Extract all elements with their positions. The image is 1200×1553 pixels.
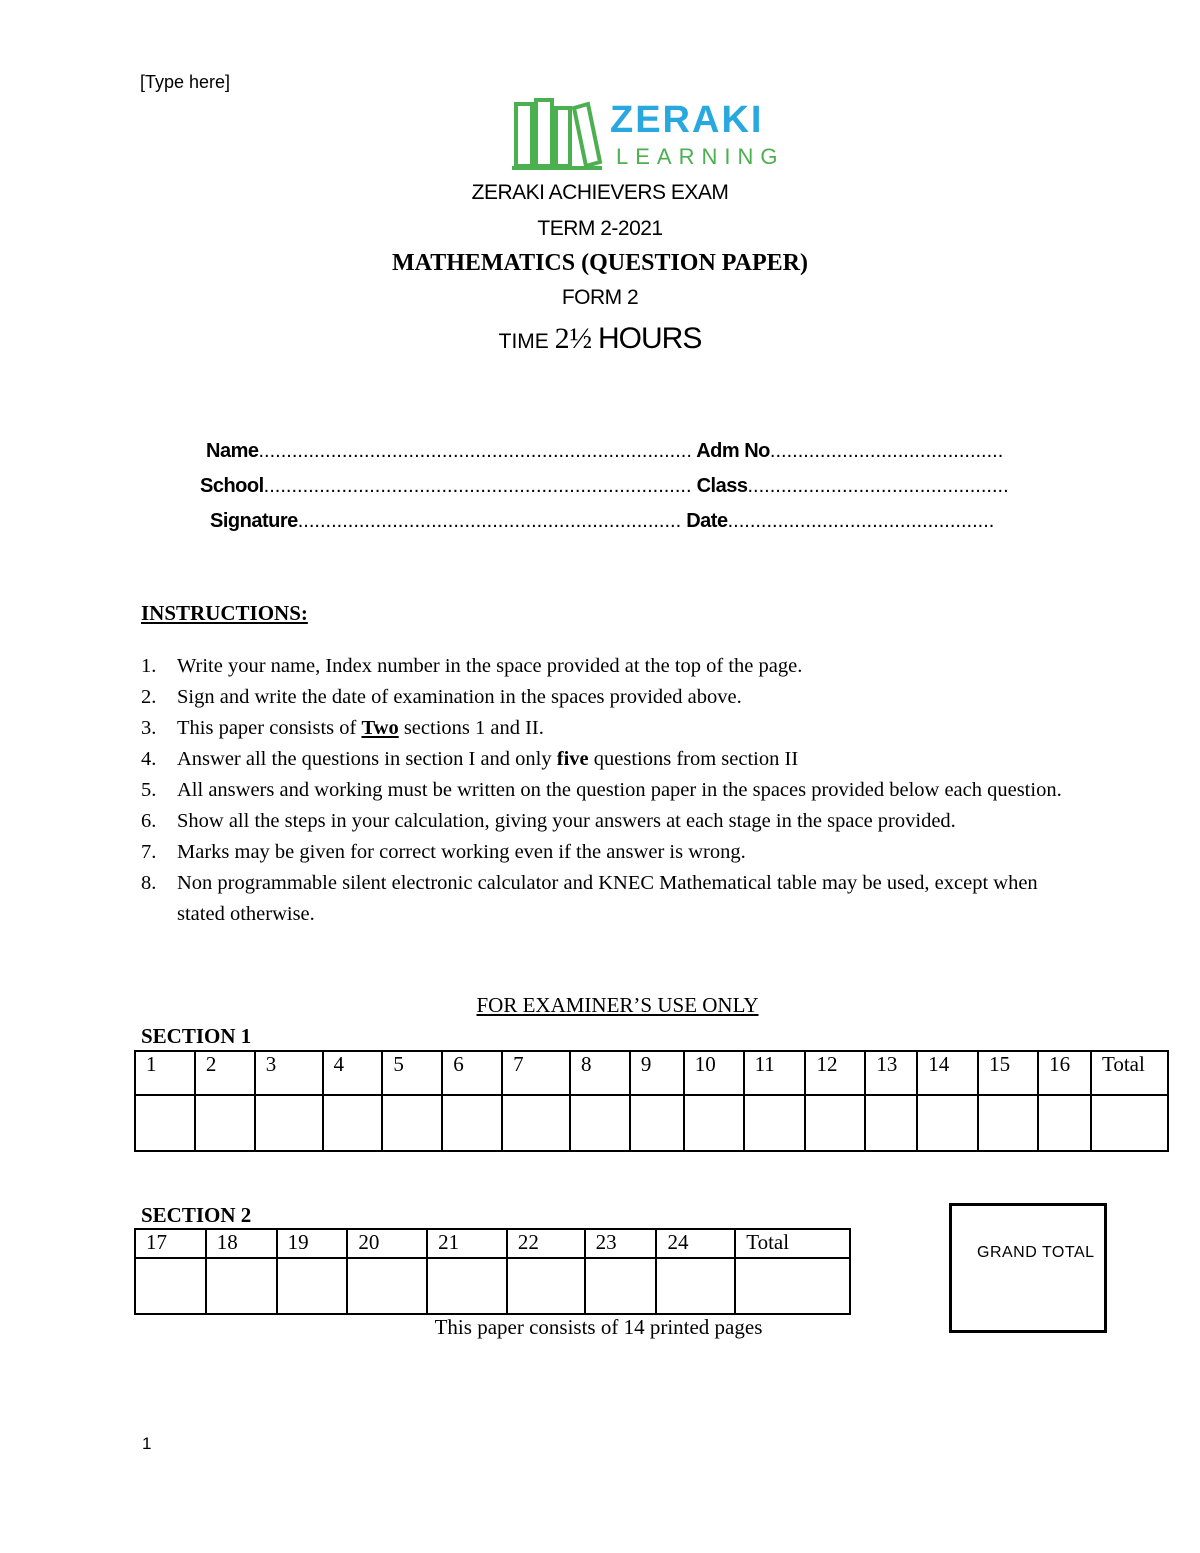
instruction-item bbox=[141, 806, 1071, 837]
score-entry-cell[interactable] bbox=[382, 1095, 442, 1151]
score-entry-cell[interactable] bbox=[1038, 1095, 1091, 1151]
grand-total-label: GRAND TOTAL bbox=[977, 1244, 1095, 1261]
score-header-cell: 22 bbox=[507, 1229, 585, 1258]
instruction-item bbox=[141, 682, 1071, 713]
section2-label: SECTION 2 bbox=[141, 1203, 252, 1227]
instruction-number: 5. bbox=[141, 779, 157, 801]
score-header-cell: 12 bbox=[805, 1051, 865, 1095]
section1-label: SECTION 1 bbox=[141, 1024, 252, 1048]
adm-label: Adm No bbox=[696, 440, 770, 462]
examiner-title: FOR EXAMINER’S USE ONLY bbox=[476, 993, 759, 1017]
score-entry-cell[interactable] bbox=[135, 1095, 195, 1151]
page-number: 1 bbox=[142, 1434, 152, 1453]
grand-total-box[interactable] bbox=[949, 1203, 1107, 1333]
score-header-cell: Total bbox=[1091, 1051, 1168, 1095]
score-entry-cell[interactable] bbox=[277, 1258, 348, 1314]
exam-time bbox=[0, 322, 1200, 356]
instruction-item bbox=[141, 775, 1071, 806]
score-entry-cell[interactable] bbox=[206, 1258, 277, 1314]
signature-date-row bbox=[210, 510, 994, 533]
school-field[interactable]: ............................................................................. bbox=[263, 475, 692, 497]
score-entry-cell[interactable] bbox=[684, 1095, 744, 1151]
score-header-cell: 11 bbox=[744, 1051, 806, 1095]
score-entry-cell[interactable] bbox=[630, 1095, 684, 1151]
score-entry-cell[interactable] bbox=[978, 1095, 1038, 1151]
score-entry-cell[interactable] bbox=[656, 1258, 735, 1314]
logo-tagline: LEARNING bbox=[616, 144, 785, 169]
time-value: 2½ bbox=[554, 322, 593, 355]
instruction-item bbox=[141, 837, 1071, 868]
instructions-list bbox=[141, 651, 1071, 930]
instruction-number: 6. bbox=[141, 810, 157, 832]
class-label: Class bbox=[696, 475, 748, 497]
instruction-text: All answers and working must be written on the question paper in the spaces provided below each question. bbox=[177, 779, 1062, 801]
instruction-text: Answer all the questions in section I and only bbox=[177, 748, 557, 770]
instruction-text: This paper consists of bbox=[177, 717, 362, 739]
exam-title: ZERAKI ACHIEVERS EXAM bbox=[471, 181, 729, 204]
school-class-row bbox=[200, 475, 1009, 498]
score-entry-cell[interactable] bbox=[585, 1258, 657, 1314]
score-header-cell: 24 bbox=[656, 1229, 735, 1258]
score-header-cell: 1 bbox=[135, 1051, 195, 1095]
instruction-text: Sign and write the date of examination in the spaces provided above. bbox=[177, 686, 742, 708]
score-header-cell: 17 bbox=[135, 1229, 206, 1258]
score-entry-cell[interactable] bbox=[323, 1095, 383, 1151]
score-entry-cell[interactable] bbox=[195, 1095, 255, 1151]
score-header-cell: 15 bbox=[978, 1051, 1038, 1095]
adm-field[interactable]: .......................................... bbox=[769, 440, 1004, 462]
score-header-cell: 21 bbox=[427, 1229, 507, 1258]
instruction-text: Non programmable silent electronic calculator and KNEC Mathematical table may be used, except when stated otherwise. bbox=[177, 872, 1038, 925]
score-entry-cell[interactable] bbox=[135, 1258, 206, 1314]
instruction-text: sections 1 and II. bbox=[398, 717, 544, 739]
score-entry-cell[interactable] bbox=[570, 1095, 630, 1151]
score-entry-cell[interactable] bbox=[865, 1095, 917, 1151]
instruction-text: questions from section II bbox=[588, 748, 799, 770]
date-label: Date bbox=[686, 510, 728, 532]
score-header-cell: 19 bbox=[277, 1229, 348, 1258]
score-header-cell: 5 bbox=[382, 1051, 442, 1095]
score-entry-cell[interactable] bbox=[502, 1095, 570, 1151]
instruction-number: 1. bbox=[141, 655, 157, 677]
score-entry-cell[interactable] bbox=[507, 1258, 585, 1314]
instruction-emphasis: Two bbox=[361, 717, 399, 739]
instruction-item bbox=[141, 713, 1071, 744]
score-entry-cell[interactable] bbox=[347, 1258, 427, 1314]
score-header-cell: 2 bbox=[195, 1051, 255, 1095]
score-entry-cell[interactable] bbox=[255, 1095, 323, 1151]
instruction-number: 7. bbox=[141, 841, 157, 863]
date-field[interactable]: ................................................ bbox=[727, 510, 995, 532]
name-field[interactable]: .............................................................................. bbox=[258, 440, 692, 462]
instruction-item bbox=[141, 651, 1071, 682]
instruction-number: 3. bbox=[141, 717, 157, 739]
score-header-cell: 9 bbox=[630, 1051, 684, 1095]
instruction-number: 4. bbox=[141, 748, 157, 770]
exam-subject: MATHEMATICS (QUESTION PAPER) bbox=[391, 250, 808, 276]
score-header-cell: 20 bbox=[347, 1229, 427, 1258]
time-label: TIME bbox=[498, 330, 549, 353]
score-header-cell: Total bbox=[735, 1229, 850, 1258]
class-field[interactable]: ............................................... bbox=[747, 475, 1009, 497]
footer-note: This paper consists of 14 printed pages bbox=[434, 1315, 763, 1339]
score-header-cell: 8 bbox=[570, 1051, 630, 1095]
score-entry-cell[interactable] bbox=[442, 1095, 502, 1151]
instruction-text: Marks may be given for correct working even if the answer is wrong. bbox=[177, 841, 746, 863]
score-entry-cell[interactable] bbox=[744, 1095, 806, 1151]
school-label: School bbox=[200, 475, 264, 497]
score-header-cell: 16 bbox=[1038, 1051, 1091, 1095]
score-entry-cell[interactable] bbox=[735, 1258, 850, 1314]
header-note: [Type here] bbox=[140, 72, 231, 92]
score-header-cell: 4 bbox=[323, 1051, 383, 1095]
name-label: Name bbox=[206, 440, 259, 462]
score-entry-cell[interactable] bbox=[805, 1095, 865, 1151]
instruction-number: 8. bbox=[141, 872, 157, 894]
section2-score-table bbox=[134, 1228, 851, 1315]
score-entry-cell[interactable] bbox=[917, 1095, 978, 1151]
time-unit: HOURS bbox=[598, 322, 702, 355]
instruction-text: Write your name, Index number in the space provided at the top of the page. bbox=[177, 655, 803, 677]
score-header-cell: 23 bbox=[585, 1229, 657, 1258]
score-header-cell: 7 bbox=[502, 1051, 570, 1095]
signature-field[interactable]: ..................................................................... bbox=[297, 510, 682, 532]
exam-form: FORM 2 bbox=[561, 286, 639, 309]
logo-name: ZERAKI bbox=[610, 99, 764, 141]
score-header-cell: 18 bbox=[206, 1229, 277, 1258]
instruction-item bbox=[141, 868, 1071, 930]
signature-label: Signature bbox=[210, 510, 298, 532]
score-header-cell: 10 bbox=[684, 1051, 744, 1095]
instruction-text: Show all the steps in your calculation, giving your answers at each stage in the space provided. bbox=[177, 810, 956, 832]
zeraki-logo bbox=[512, 96, 797, 172]
instruction-item bbox=[141, 744, 1071, 775]
score-entry-cell[interactable] bbox=[1091, 1095, 1168, 1151]
score-header-cell: 13 bbox=[865, 1051, 917, 1095]
instruction-emphasis: five bbox=[556, 748, 589, 770]
books-icon bbox=[512, 100, 602, 168]
section1-score-table bbox=[134, 1050, 1169, 1152]
exam-term: TERM 2-2021 bbox=[537, 217, 663, 240]
score-header-cell: 6 bbox=[442, 1051, 502, 1095]
name-adm-row bbox=[206, 440, 1003, 463]
score-header-cell: 3 bbox=[255, 1051, 323, 1095]
instructions-heading: INSTRUCTIONS: bbox=[141, 601, 308, 625]
score-header-cell: 14 bbox=[917, 1051, 978, 1095]
instruction-number: 2. bbox=[141, 686, 157, 708]
score-entry-cell[interactable] bbox=[427, 1258, 507, 1314]
